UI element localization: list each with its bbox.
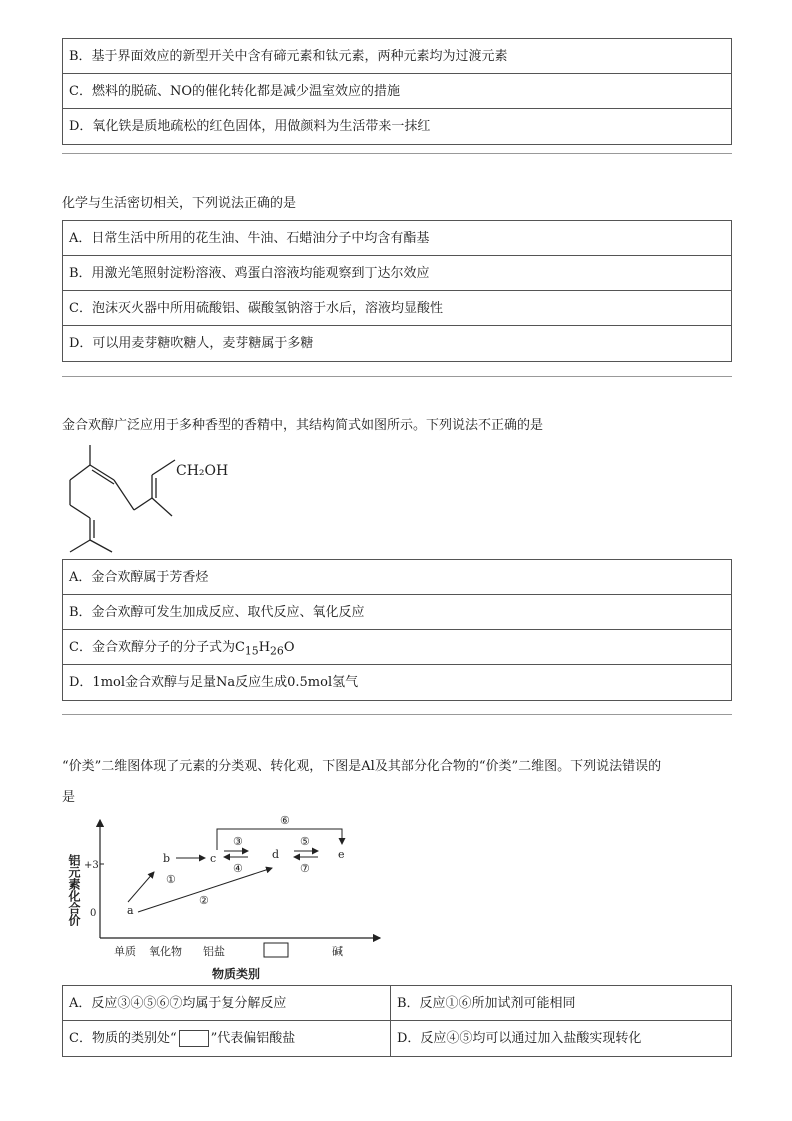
- separator: [62, 153, 732, 154]
- point-e: e: [338, 848, 345, 861]
- q2-option-a[interactable]: A．日常生活中所用的花生油、牛油、石蜡油分子中均含有酯基: [63, 221, 731, 256]
- q4-option-c-suffix: ”代表偏铝酸盐: [210, 1031, 296, 1046]
- formula-o: O: [283, 640, 295, 655]
- q3-options: [62, 559, 732, 701]
- reaction-2: ②: [199, 894, 209, 907]
- q1-option-c[interactable]: C．燃料的脱硫、NO的催化转化都是减少温室效应的措施: [63, 74, 731, 109]
- reaction-5: ⑤: [300, 835, 310, 848]
- separator: [62, 714, 732, 715]
- reaction-3: ③: [233, 835, 243, 848]
- formula-subscript-h: 26: [270, 644, 284, 658]
- q4-stem-line1: “价类”二维图体现了元素的分类观、转化观，下图是Al及其部分化合物的“价类”二维图。下列说法错误的: [62, 759, 662, 774]
- arrow-1-a-to-b: [128, 872, 154, 902]
- q1-option-b[interactable]: B．基于界面效应的新型开关中含有碲元素和钛元素，两种元素均为过渡元素: [63, 39, 731, 74]
- y-tick-plus3: +3: [84, 860, 99, 871]
- q2-option-b[interactable]: B．用激光笔照射淀粉溶液、鸡蛋白溶液均能观察到丁达尔效应: [63, 256, 731, 291]
- aluminum-valence-chart: [62, 810, 392, 985]
- q4-option-d[interactable]: D．反应④⑤均可以通过加入盐酸实现转化: [397, 1031, 642, 1046]
- q3-option-d[interactable]: D．1mol金合欢醇与足量Na反应生成0.5mol氢气: [69, 675, 359, 690]
- q1-option-d[interactable]: D．氧化铁是质地疏松的红色固体，用做颜料为生活带来一抹红: [69, 119, 431, 134]
- q3-option-b[interactable]: B．金合欢醇可发生加成反应、取代反应、氧化反应: [63, 595, 731, 630]
- reaction-1: ①: [166, 873, 176, 886]
- q2-option-d[interactable]: D．可以用麦芽糖吹糖人，麦芽糖属于多糖: [69, 336, 314, 351]
- formula-subscript-c: 15: [244, 644, 259, 658]
- q3-option-c[interactable]: [63, 630, 731, 665]
- farnesol-structure: [62, 440, 262, 558]
- x-tick-base: 碱: [332, 945, 343, 958]
- reaction-6: ⑥: [280, 814, 290, 827]
- point-a: a: [127, 904, 134, 917]
- ch2oh-label: CH₂OH: [176, 463, 229, 479]
- reaction-4: ④: [233, 862, 243, 875]
- q4-options: [62, 985, 732, 1057]
- separator: [62, 376, 732, 377]
- q2-stem: 化学与生活密切相关，下列说法正确的是: [62, 196, 297, 211]
- x-tick-oxide: 氧化物: [149, 945, 182, 958]
- q4-option-b[interactable]: B．反应①⑥所加试剂可能相同: [391, 986, 731, 1021]
- q2-option-c[interactable]: C．泡沫灭火器中所用硫酸铝、碳酸氢钠溶于水后，溶液均显酸性: [63, 291, 731, 326]
- q3-stem: 金合欢醇广泛应用于多种香型的香精中，其结构简式如图所示。下列说法不正确的是: [62, 418, 544, 433]
- x-tick-al-salt: 铝盐: [203, 945, 225, 958]
- q4-option-c-prefix: C．物质的类别处“: [69, 1031, 177, 1046]
- q3-option-a[interactable]: A．金合欢醇属于芳香烃: [63, 560, 731, 595]
- blank-box: [179, 1030, 209, 1047]
- point-c: c: [210, 852, 217, 865]
- formula-h: H: [258, 640, 271, 655]
- y-tick-zero: 0: [90, 908, 97, 919]
- q4-option-a[interactable]: A．反应③④⑤⑥⑦均属于复分解反应: [63, 986, 391, 1021]
- x-tick-element: 单质: [114, 945, 136, 958]
- blank-category-box: [264, 943, 288, 957]
- q3-option-c-prefix: C．金合欢醇分子的分子式为C: [69, 640, 245, 655]
- point-b: b: [163, 852, 171, 865]
- reaction-7: ⑦: [300, 862, 310, 875]
- q4-stem-line2: 是: [62, 790, 76, 805]
- q1-options: [62, 38, 732, 145]
- x-axis-label: 物质类别: [212, 967, 261, 981]
- y-axis-label: 铝元素化合价: [67, 854, 81, 926]
- q4-option-c[interactable]: [63, 1021, 391, 1056]
- point-d: d: [272, 848, 280, 861]
- q2-options: [62, 220, 732, 362]
